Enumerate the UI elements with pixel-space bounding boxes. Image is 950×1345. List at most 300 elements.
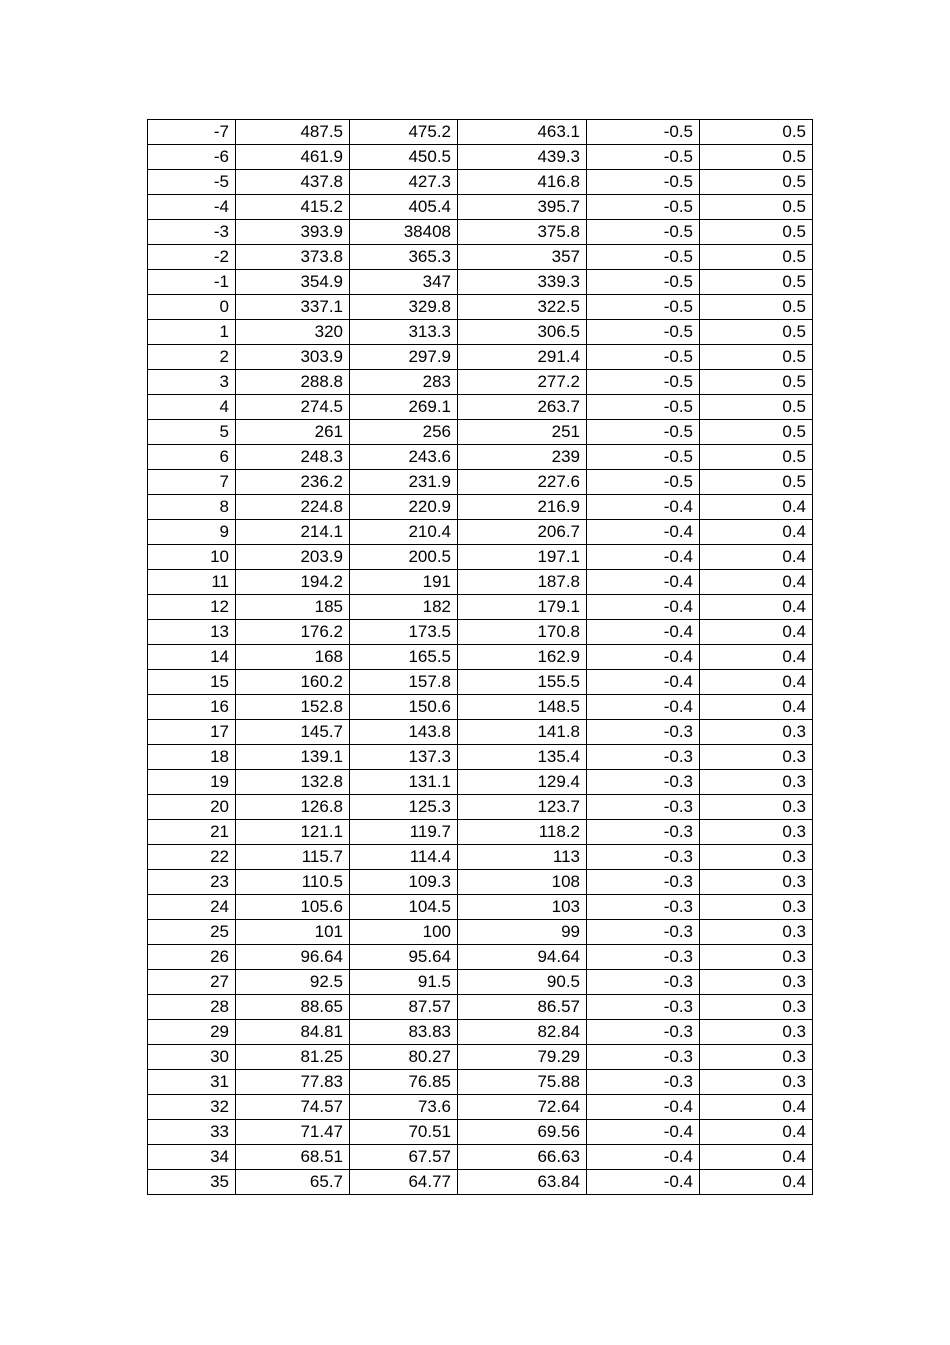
table-cell: 347 [350,270,458,295]
table-cell: 191 [350,570,458,595]
table-cell: -2 [148,245,236,270]
table-cell: 0.3 [700,870,813,895]
table-row [148,870,813,895]
table-cell: -0.5 [587,195,700,220]
table-cell: 220.9 [350,495,458,520]
table-cell: 119.7 [350,820,458,845]
table-cell: 101 [236,920,350,945]
table-row [148,1020,813,1045]
table-cell: 179.1 [458,595,587,620]
table-row [148,420,813,445]
table-cell: 461.9 [236,145,350,170]
table-cell: 160.2 [236,670,350,695]
table-cell: 33 [148,1120,236,1145]
table-cell: 131.1 [350,770,458,795]
table-cell: 322.5 [458,295,587,320]
table-cell: 81.25 [236,1045,350,1070]
table-cell: 288.8 [236,370,350,395]
table-cell: 5 [148,420,236,445]
table-cell: 27 [148,970,236,995]
table-cell: -0.3 [587,1070,700,1095]
table-cell: 274.5 [236,395,350,420]
table-cell: -0.4 [587,1145,700,1170]
table-cell: 0.5 [700,120,813,145]
table-cell: -0.5 [587,345,700,370]
table-cell: 0.3 [700,745,813,770]
table-row [148,670,813,695]
table-cell: 90.5 [458,970,587,995]
table-cell: 162.9 [458,645,587,670]
table-cell: -0.3 [587,1020,700,1045]
table-cell: -0.5 [587,270,700,295]
table-cell: -0.3 [587,720,700,745]
table-cell: 70.51 [350,1120,458,1145]
table-cell: 263.7 [458,395,587,420]
table-cell: 68.51 [236,1145,350,1170]
table-cell: 214.1 [236,520,350,545]
table-cell: -0.3 [587,945,700,970]
table-cell: 0.3 [700,820,813,845]
table-row [148,945,813,970]
table-cell: 28 [148,995,236,1020]
table-cell: 337.1 [236,295,350,320]
table-cell: 123.7 [458,795,587,820]
table-cell: 395.7 [458,195,587,220]
table-cell: 303.9 [236,345,350,370]
table-cell: 0.5 [700,370,813,395]
table-cell: 23 [148,870,236,895]
table-cell: -0.3 [587,820,700,845]
table-cell: 0.5 [700,245,813,270]
table-cell: 224.8 [236,495,350,520]
table-cell: 121.1 [236,820,350,845]
table-cell: 143.8 [350,720,458,745]
table-cell: 32 [148,1095,236,1120]
table-cell: -0.5 [587,470,700,495]
table-cell: -0.3 [587,895,700,920]
table-cell: 9 [148,520,236,545]
table-cell: 83.83 [350,1020,458,1045]
table-cell: 141.8 [458,720,587,745]
table-row [148,245,813,270]
table-cell: 8 [148,495,236,520]
table-cell: 416.8 [458,170,587,195]
table-cell: 0.3 [700,1070,813,1095]
table-cell: 65.7 [236,1170,350,1195]
table-cell: 210.4 [350,520,458,545]
table-cell: 26 [148,945,236,970]
table-row [148,770,813,795]
table-cell: 94.64 [458,945,587,970]
table-cell: 150.6 [350,695,458,720]
table-cell: -1 [148,270,236,295]
table-cell: 197.1 [458,545,587,570]
table-cell: 77.83 [236,1070,350,1095]
table-cell: 0.4 [700,1170,813,1195]
table-cell: 25 [148,920,236,945]
table-cell: 145.7 [236,720,350,745]
table-cell: 38408 [350,220,458,245]
table-cell: 22 [148,845,236,870]
table-cell: 0.3 [700,720,813,745]
table-cell: 10 [148,545,236,570]
table-cell: 0.4 [700,545,813,570]
table-cell: 227.6 [458,470,587,495]
table-cell: -0.5 [587,395,700,420]
table-cell: -0.4 [587,1170,700,1195]
table-cell: 0.4 [700,645,813,670]
table-row [148,570,813,595]
table-row [148,1095,813,1120]
table-cell: 20 [148,795,236,820]
table-row [148,145,813,170]
table-cell: 206.7 [458,520,587,545]
table-cell: 69.56 [458,1120,587,1145]
table-cell: 251 [458,420,587,445]
table-cell: 84.81 [236,1020,350,1045]
table-row [148,920,813,945]
table-cell: 7 [148,470,236,495]
table-cell: 0.3 [700,770,813,795]
table-cell: 148.5 [458,695,587,720]
table-cell: 66.63 [458,1145,587,1170]
table-cell: 194.2 [236,570,350,595]
table-row [148,1070,813,1095]
table-cell: 108 [458,870,587,895]
table-cell: -0.3 [587,745,700,770]
table-cell: 320 [236,320,350,345]
table-cell: 17 [148,720,236,745]
table-cell: 0.3 [700,895,813,920]
table-row [148,470,813,495]
table-cell: 236.2 [236,470,350,495]
table-cell: 114.4 [350,845,458,870]
table-cell: -0.4 [587,1120,700,1145]
table-cell: 6 [148,445,236,470]
table-cell: 75.88 [458,1070,587,1095]
table-cell: -0.5 [587,170,700,195]
table-cell: 96.64 [236,945,350,970]
table-cell: 79.29 [458,1045,587,1070]
table-cell: 4 [148,395,236,420]
table-cell: 0.4 [700,620,813,645]
table-cell: 0.3 [700,945,813,970]
table-cell: 109.3 [350,870,458,895]
table-cell: -0.3 [587,870,700,895]
table-cell: 100 [350,920,458,945]
table-cell: 297.9 [350,345,458,370]
table-cell: 0.4 [700,520,813,545]
table-cell: 92.5 [236,970,350,995]
table-cell: -0.5 [587,220,700,245]
table-cell: 375.8 [458,220,587,245]
table-cell: 339.3 [458,270,587,295]
table-cell: 13 [148,620,236,645]
table-cell: -0.4 [587,645,700,670]
table-cell: 125.3 [350,795,458,820]
table-cell: 126.8 [236,795,350,820]
table-cell: 306.5 [458,320,587,345]
table-cell: 0.3 [700,920,813,945]
data-table [147,119,813,1195]
table-cell: -6 [148,145,236,170]
table-row [148,545,813,570]
table-cell: -0.4 [587,595,700,620]
table-cell: 95.64 [350,945,458,970]
table-cell: 132.8 [236,770,350,795]
table-cell: 393.9 [236,220,350,245]
table-cell: 135.4 [458,745,587,770]
table-cell: -0.5 [587,370,700,395]
table-cell: 80.27 [350,1045,458,1070]
table-cell: 152.8 [236,695,350,720]
table-row [148,645,813,670]
table-cell: 243.6 [350,445,458,470]
table-cell: 173.5 [350,620,458,645]
table-cell: 19 [148,770,236,795]
table-cell: 0.4 [700,570,813,595]
table-cell: 99 [458,920,587,945]
table-row [148,170,813,195]
table-cell: 231.9 [350,470,458,495]
table-cell: 0.3 [700,995,813,1020]
table-cell: 313.3 [350,320,458,345]
table-cell: 87.57 [350,995,458,1020]
table-cell: 437.8 [236,170,350,195]
table-cell: 16 [148,695,236,720]
table-cell: 0.5 [700,445,813,470]
table-cell: 0.5 [700,395,813,420]
table-cell: -0.3 [587,795,700,820]
table-cell: 139.1 [236,745,350,770]
table-cell: 165.5 [350,645,458,670]
table-cell: 0.3 [700,1020,813,1045]
table-cell: 487.5 [236,120,350,145]
table-cell: 34 [148,1145,236,1170]
table-row [148,795,813,820]
table-cell: 24 [148,895,236,920]
table-body [148,120,813,1195]
table-cell: 248.3 [236,445,350,470]
table-cell: 74.57 [236,1095,350,1120]
table-cell: -0.4 [587,545,700,570]
table-cell: 239 [458,445,587,470]
table-cell: 0.4 [700,1145,813,1170]
table-cell: 103 [458,895,587,920]
table-row [148,370,813,395]
table-cell: -0.5 [587,295,700,320]
table-cell: 88.65 [236,995,350,1020]
table-cell: 170.8 [458,620,587,645]
table-cell: 157.8 [350,670,458,695]
table-cell: 187.8 [458,570,587,595]
table-row [148,995,813,1020]
table-cell: 168 [236,645,350,670]
table-cell: 427.3 [350,170,458,195]
table-cell: 0.4 [700,1095,813,1120]
table-cell: -0.4 [587,570,700,595]
table-cell: 0.5 [700,220,813,245]
table-row [148,220,813,245]
table-cell: -0.3 [587,970,700,995]
table-cell: 357 [458,245,587,270]
table-row [148,395,813,420]
table-cell: 1 [148,320,236,345]
table-cell: -0.5 [587,420,700,445]
table-cell: 0.5 [700,420,813,445]
table-cell: 0.3 [700,845,813,870]
table-cell: -0.5 [587,145,700,170]
table-row [148,1170,813,1195]
table-cell: 14 [148,645,236,670]
table-cell: 21 [148,820,236,845]
table-row [148,695,813,720]
table-row [148,620,813,645]
table-cell: 129.4 [458,770,587,795]
table-cell: 137.3 [350,745,458,770]
table-row [148,195,813,220]
table-cell: -0.4 [587,670,700,695]
table-cell: 439.3 [458,145,587,170]
table-cell: 450.5 [350,145,458,170]
table-cell: 31 [148,1070,236,1095]
table-cell: 277.2 [458,370,587,395]
table-cell: 73.6 [350,1095,458,1120]
table-row [148,445,813,470]
table-cell: -0.5 [587,320,700,345]
table-cell: 475.2 [350,120,458,145]
table-cell: 91.5 [350,970,458,995]
table-cell: 71.47 [236,1120,350,1145]
table-cell: 115.7 [236,845,350,870]
table-cell: -4 [148,195,236,220]
table-cell: 329.8 [350,295,458,320]
table-cell: 18 [148,745,236,770]
table-cell: 30 [148,1045,236,1070]
table-cell: 463.1 [458,120,587,145]
table-cell: -3 [148,220,236,245]
table-cell: -0.3 [587,1045,700,1070]
table-cell: -7 [148,120,236,145]
table-cell: 113 [458,845,587,870]
table-cell: 118.2 [458,820,587,845]
table-cell: 373.8 [236,245,350,270]
table-cell: 105.6 [236,895,350,920]
table-cell: 291.4 [458,345,587,370]
table-cell: 0.4 [700,670,813,695]
table-cell: -0.3 [587,845,700,870]
table-cell: 283 [350,370,458,395]
table-cell: 82.84 [458,1020,587,1045]
table-cell: -0.4 [587,1095,700,1120]
table-cell: 15 [148,670,236,695]
table-row [148,345,813,370]
table-cell: 0.5 [700,470,813,495]
table-cell: 0.4 [700,495,813,520]
table-cell: 72.64 [458,1095,587,1120]
table-row [148,1145,813,1170]
table-cell: 200.5 [350,545,458,570]
table-cell: -0.4 [587,520,700,545]
table-cell: 29 [148,1020,236,1045]
table-cell: 35 [148,1170,236,1195]
table-cell: 0.3 [700,970,813,995]
table-cell: 185 [236,595,350,620]
table-cell: -0.5 [587,245,700,270]
table-row [148,970,813,995]
table-cell: 365.3 [350,245,458,270]
table-cell: -0.4 [587,695,700,720]
table-row [148,720,813,745]
table-cell: 0.5 [700,320,813,345]
table-cell: 110.5 [236,870,350,895]
table-cell: 354.9 [236,270,350,295]
table-cell: 261 [236,420,350,445]
table-cell: 64.77 [350,1170,458,1195]
table-row [148,270,813,295]
table-cell: 2 [148,345,236,370]
table-cell: 0.4 [700,695,813,720]
table-cell: 216.9 [458,495,587,520]
table-cell: -0.3 [587,995,700,1020]
table-row [148,745,813,770]
table-cell: -0.3 [587,920,700,945]
table-cell: 176.2 [236,620,350,645]
table-row [148,320,813,345]
table-cell: 182 [350,595,458,620]
table-cell: 269.1 [350,395,458,420]
table-cell: 256 [350,420,458,445]
table-cell: 0.5 [700,170,813,195]
table-cell: 0.3 [700,795,813,820]
table-cell: 405.4 [350,195,458,220]
table-cell: 0.5 [700,270,813,295]
table-row [148,1120,813,1145]
table-row [148,1045,813,1070]
table-row [148,595,813,620]
table-cell: 415.2 [236,195,350,220]
table-row [148,495,813,520]
table-row [148,120,813,145]
table-cell: 155.5 [458,670,587,695]
table-cell: -0.4 [587,620,700,645]
table-cell: 0.5 [700,345,813,370]
table-cell: -0.5 [587,120,700,145]
table-cell: 0 [148,295,236,320]
table-cell: 12 [148,595,236,620]
table-cell: 104.5 [350,895,458,920]
table-cell: 0.5 [700,295,813,320]
table-row [148,895,813,920]
table-row [148,295,813,320]
table-cell: -0.5 [587,445,700,470]
table-cell: 76.85 [350,1070,458,1095]
table-cell: 3 [148,370,236,395]
table-row [148,820,813,845]
table-cell: 0.4 [700,1120,813,1145]
table-cell: 0.5 [700,195,813,220]
table-cell: 0.5 [700,145,813,170]
table-cell: 63.84 [458,1170,587,1195]
table-cell: 0.3 [700,1045,813,1070]
table-cell: 86.57 [458,995,587,1020]
table-cell: -0.3 [587,770,700,795]
table-cell: 203.9 [236,545,350,570]
table-cell: 0.4 [700,595,813,620]
table-cell: -5 [148,170,236,195]
table-cell: 11 [148,570,236,595]
table-cell: -0.4 [587,495,700,520]
